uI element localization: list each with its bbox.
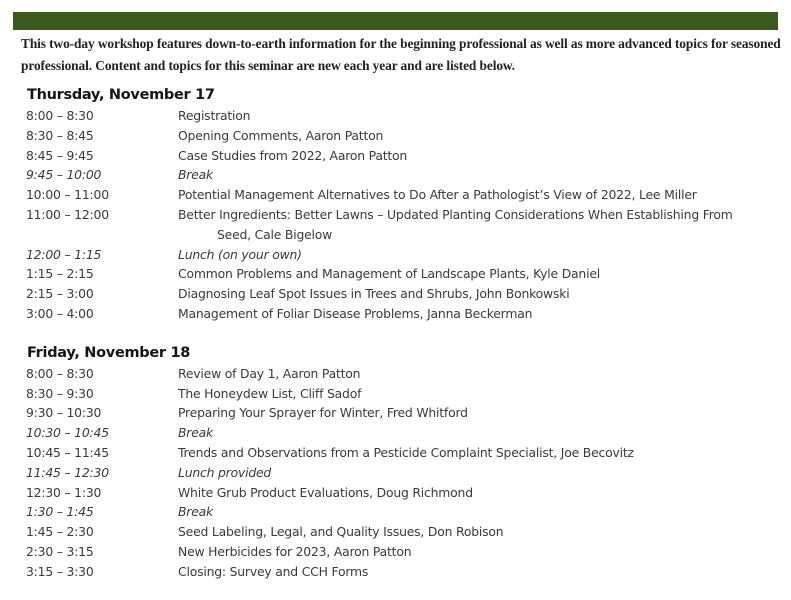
session-topic: Trends and Observations from a Pesticide Complaint Specialist, Joe Becovitz	[178, 444, 634, 460]
session-time: 8:30 – 8:45	[26, 127, 94, 143]
session-row	[26, 284, 786, 304]
session-time: 1:45 – 2:30	[26, 524, 94, 540]
day-title: Friday, November 18	[27, 344, 191, 361]
session-row	[26, 403, 786, 423]
session-time: 2:15 – 3:00	[26, 286, 94, 302]
session-time: 3:15 – 3:30	[26, 563, 94, 579]
session-topic: Break	[178, 504, 213, 520]
session-time: 9:30 – 10:30	[26, 405, 102, 421]
session-time: 1:15 – 2:15	[26, 266, 94, 282]
session-topic: Better Ingredients: Better Lawns – Updated Planting Considerations When Establishing From	[178, 206, 733, 222]
intro-paragraph: This two-day workshop features down-to-earth information for the beginning professional as well as more advanced topics for seasoned professional. Content and topics for this seminar are new each year and are listed below.	[21, 36, 781, 73]
session-topic: New Herbicides for 2023, Aaron Patton	[178, 543, 412, 559]
session-time: 10:45 – 11:45	[26, 444, 109, 460]
schedule	[26, 85, 786, 582]
session-row	[26, 264, 786, 284]
session-row	[26, 106, 786, 126]
session-topic: Preparing Your Sprayer for Winter, Fred Whitford	[178, 405, 468, 421]
session-time: 8:45 – 9:45	[26, 147, 94, 163]
session-row	[26, 562, 786, 582]
session-time: 1:30 – 1:45	[26, 504, 94, 520]
session-time: 10:30 – 10:45	[26, 425, 109, 441]
session-time: 12:30 – 1:30	[26, 484, 102, 500]
session-row	[26, 384, 786, 404]
session-row	[26, 522, 786, 542]
session-time: 10:00 – 11:00	[26, 187, 109, 203]
session-row	[26, 364, 786, 384]
session-time: 2:30 – 3:15	[26, 543, 94, 559]
session-time: 3:00 – 4:00	[26, 305, 94, 321]
session-topic-wrapped	[178, 205, 786, 245]
break-row	[26, 165, 786, 185]
session-topic: Break	[178, 167, 213, 183]
session-topic: Review of Day 1, Aaron Patton	[178, 365, 361, 381]
lunch-row	[26, 245, 786, 265]
session-topic: White Grub Product Evaluations, Doug Richmond	[178, 484, 473, 500]
session-time: 9:45 – 10:00	[26, 167, 102, 183]
session-row	[26, 483, 786, 503]
session-topic: The Honeydew List, Cliff Sadof	[178, 385, 362, 401]
session-topic: Management of Foliar Disease Problems, Janna Beckerman	[178, 305, 533, 321]
session-time: 8:30 – 9:30	[26, 385, 94, 401]
break-row	[26, 423, 786, 443]
session-topic: Break	[178, 425, 213, 441]
day-section-thursday	[26, 85, 786, 324]
session-topic-continuation: Seed, Cale Bigelow	[217, 226, 333, 242]
session-row	[26, 304, 786, 324]
session-topic: Opening Comments, Aaron Patton	[178, 127, 384, 143]
session-topic: Common Problems and Management of Landscape Plants, Kyle Daniel	[178, 266, 600, 282]
session-topic: Diagnosing Leaf Spot Issues in Trees and Shrubs, John Bonkowski	[178, 286, 570, 302]
session-row	[26, 185, 786, 205]
session-time: 8:00 – 8:30	[26, 365, 94, 381]
session-topic: Lunch (on your own)	[178, 246, 302, 262]
header-bar	[13, 12, 778, 30]
session-topic: Closing: Survey and CCH Forms	[178, 563, 369, 579]
session-row	[26, 126, 786, 146]
session-time: 12:00 – 1:15	[26, 246, 102, 262]
session-topic: Case Studies from 2022, Aaron Patton	[178, 147, 408, 163]
session-topic: Registration	[178, 108, 251, 123]
session-row	[26, 542, 786, 562]
day-section-friday	[26, 343, 786, 582]
session-topic: Potential Management Alternatives to Do After a Pathologist’s View of 2022, Lee Miller	[178, 187, 697, 203]
break-row	[26, 502, 786, 522]
session-row	[26, 205, 786, 245]
session-row	[26, 146, 786, 166]
day-spacer	[26, 324, 786, 343]
lunch-row	[26, 463, 786, 483]
session-topic: Lunch provided	[178, 464, 272, 480]
session-row	[26, 443, 786, 463]
session-time: 8:00 – 8:30	[26, 108, 94, 123]
day-title: Thursday, November 17	[27, 87, 215, 103]
session-time: 11:00 – 12:00	[26, 206, 109, 222]
session-time: 11:45 – 12:30	[26, 464, 109, 480]
session-topic: Seed Labeling, Legal, and Quality Issues, Don Robison	[178, 524, 504, 540]
